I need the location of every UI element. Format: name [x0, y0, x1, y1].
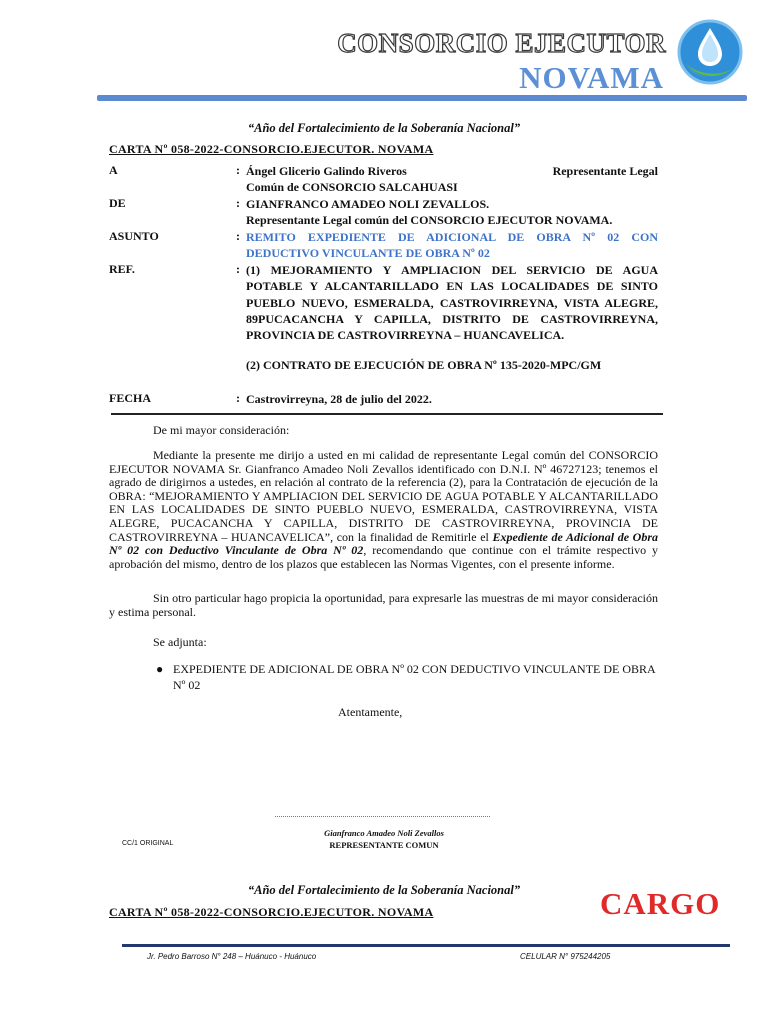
closing: Atentamente, [338, 705, 403, 719]
field-label-de: DE [109, 196, 126, 210]
header-rule [97, 95, 747, 101]
field-value-a [246, 163, 658, 179]
field-colon: : [236, 391, 240, 405]
signature-line [275, 816, 490, 817]
field-colon: : [236, 196, 240, 210]
field-label-fecha: FECHA [109, 391, 151, 405]
field-colon: : [236, 229, 240, 243]
greeting: De mi mayor consideración: [153, 423, 290, 437]
signer-name: Gianfranco Amadeo Noli Zevallos [324, 828, 444, 838]
paragraph-emphasis: Expediente de Adicional de Obra Nº 02 con Deductivo Vinculante de Obra Nº 02 [109, 529, 659, 558]
body-paragraph-2: Sin otro particular hago propicia la oportunidad, para expresarle las muestras de mi mayor consideración y estima personal. [109, 591, 658, 619]
brand-title: CONSORCIO EJECUTOR [337, 28, 666, 58]
water-drop-logo-icon [676, 18, 744, 86]
recipient-company: Común de CONSORCIO SALCAHUASI [246, 180, 458, 194]
footer-rule [122, 944, 730, 947]
sender-role: Representante Legal común del CONSORCIO EJECUTOR NOVAMA. [246, 213, 613, 227]
body-paragraph-1 [109, 449, 658, 571]
date-value: Castrovirreyna, 28 de julio del 2022. [246, 392, 432, 406]
bullet-icon: ● [156, 662, 164, 676]
paragraph-text: Mediante la presente me dirijo a usted en mi calidad de representante Legal común del CONSORCIO EJECUTOR NOVAMA Sr. Gianfranco Amadeo Noli Zevallos identificado con D.N.I. Nº 46727123; tenemos el agrado de dirigirnos a ustedes, en relación al contrato de la referencia (2), para la Contratación de ejecución de la OBRA: “MEJORAMIENTO Y AMPLIACION DEL SERVICIO DE AGUA POTABLE Y ALCANTARILLADO EN LAS LOCALIDADES DE SINTO PUEBLO NUEVO, ESMERALDA, CASTROVIRREYNA, VISTA ALEGRE, PUCACANCHA Y CAPILLA, DISTRITO DE CASTROVIRREYNA, PROVINCIA DE CASTROVIRREYNA – HUANCAVELICA”, con la finalidad de Remitirle el [109, 448, 658, 544]
field-label-asunto: ASUNTO [109, 229, 159, 243]
brand-name: NOVAMA [519, 60, 664, 95]
sender-name: GIANFRANCO AMADEO NOLI ZEVALLOS. [246, 197, 490, 211]
letter-number: CARTA Nº 058-2022-CONSORCIO.EJECUTOR. NOVAMA [109, 142, 434, 156]
recipient-name: Ángel Glicerio Galindo Riveros [246, 164, 407, 178]
letter-number-repeat: CARTA Nº 058-2022-CONSORCIO.EJECUTOR. NOVAMA [109, 905, 434, 919]
copy-note: CC/1 ORIGINAL [122, 840, 174, 847]
signer-role: REPRESENTANTE COMUN [329, 840, 439, 850]
section-divider [111, 413, 663, 415]
footer-address: Jr. Pedro Barroso N° 248 – Huánuco - Huánuco [147, 952, 317, 961]
attachment-item: EXPEDIENTE DE ADICIONAL DE OBRA Nº 02 CON DEDUCTIVO VINCULANTE DE OBRA Nº 02 [173, 662, 656, 692]
field-colon: : [236, 262, 240, 276]
reference-1: (1) MEJORAMIENTO Y AMPLIACION DEL SERVICIO DE AGUA POTABLE Y ALCANTARILLADO EN LAS LOCALIDADES DE SINTO PUEBLO NUEVO, ESMERALDA, CASTROVIRREYNA, VISTA ALEGRE, 89PUCACANCHA Y CAPILLA, DISTRITO DE CASTROVIRREYNA, PROVINCIA DE CASTROVIRREYNA – HUANCAVELICA. [246, 263, 658, 343]
paragraph-text: , recomendando que continue con el trámite respectivo y aprobación del mismo, dentro de los plazos que establecen las Normas Vigentes, con el presente informe. [109, 543, 658, 571]
reference-2: (2) CONTRATO DE EJECUCIÓN DE OBRA Nº 135-2020-MPC/GM [246, 358, 602, 372]
recipient-role: Representante Legal [552, 164, 658, 178]
subject-value: REMITO EXPEDIENTE DE ADICIONAL DE OBRA Nº 02 CON DEDUCTIVO VINCULANTE DE OBRA Nº 02 [246, 230, 658, 261]
field-label-a: A [109, 163, 118, 177]
motto: “Año del Fortalecimiento de la Soberanía Nacional” [247, 121, 521, 135]
field-colon: : [236, 163, 240, 177]
footer-phone: CELULAR N° 975244205 [520, 952, 611, 961]
motto-repeat: “Año del Fortalecimiento de la Soberanía Nacional” [247, 883, 521, 897]
field-label-ref: REF. [109, 262, 135, 276]
attachment-heading: Se adjunta: [153, 635, 207, 649]
cargo-stamp: CARGO [600, 886, 721, 921]
